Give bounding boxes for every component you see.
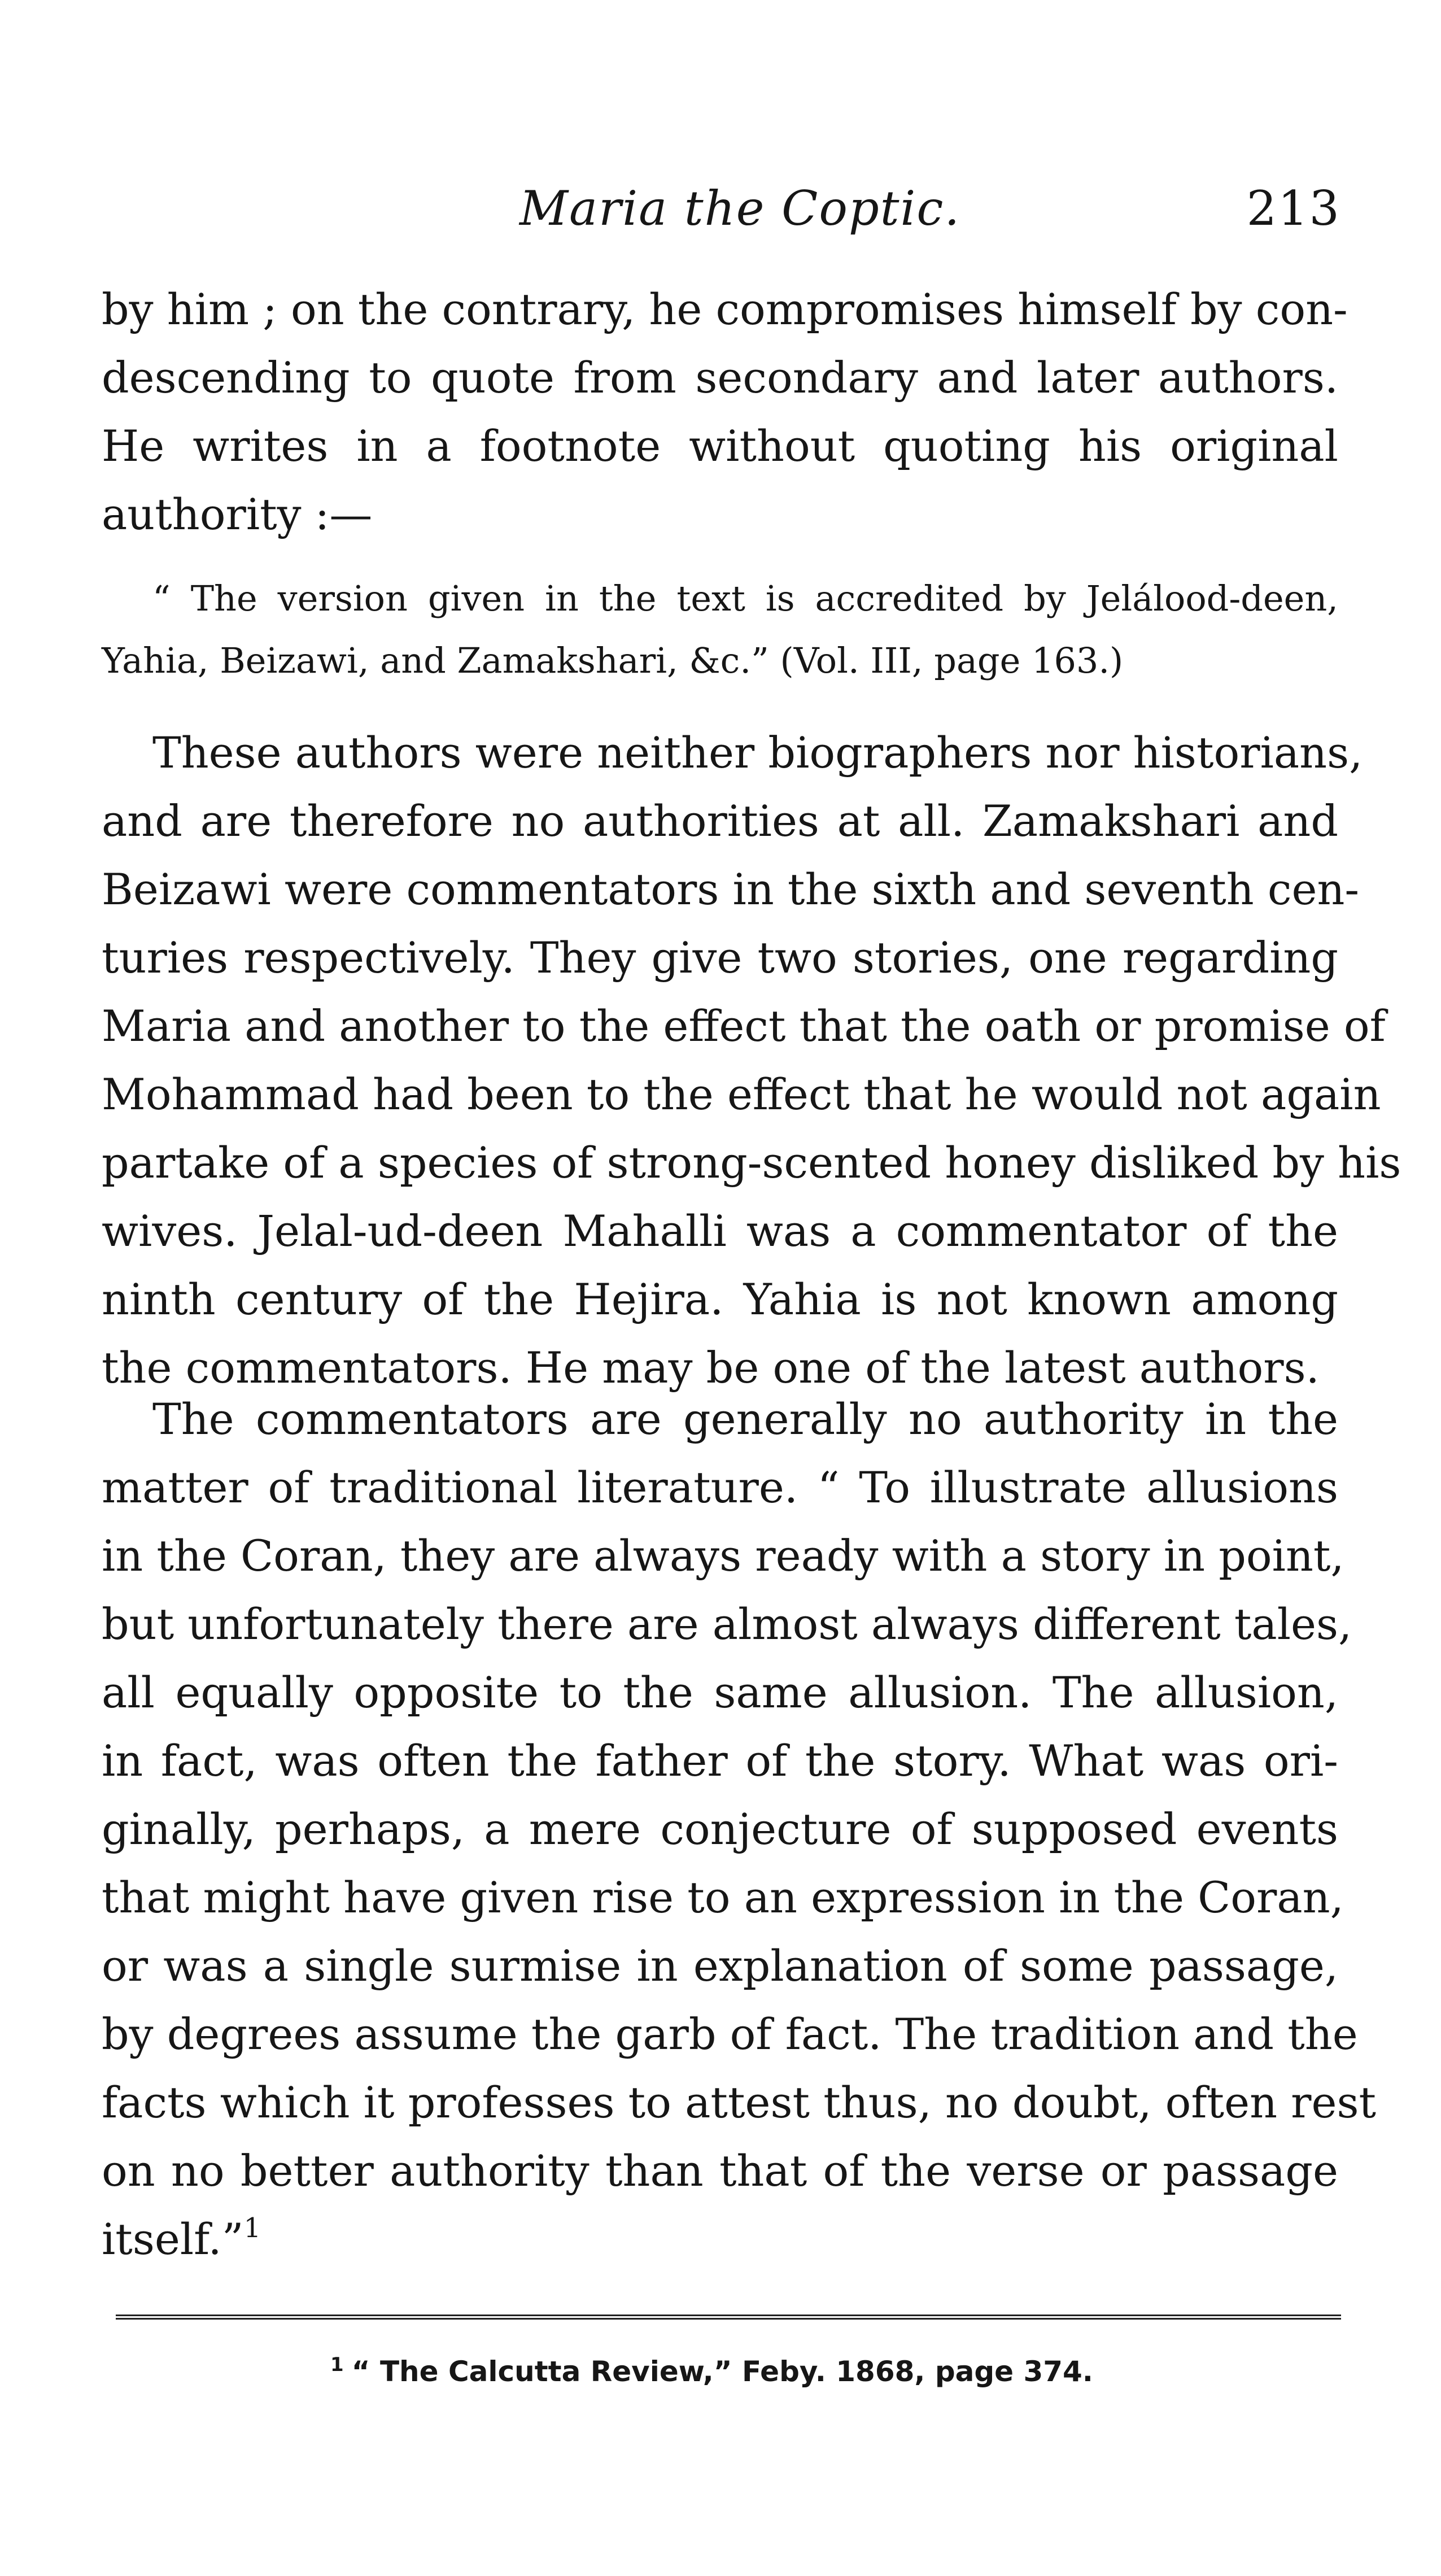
text-line: in the Coran, they are always ready with a story in point, [102, 1531, 1344, 1581]
text-line: Beizawi were commentators in the sixth and seventh cen- [102, 864, 1360, 914]
text-line: or was a single surmise in explanation of some passage, [102, 1941, 1338, 1991]
text-line-final [102, 2212, 1338, 2266]
footnote-reference: 1 [243, 2212, 261, 2244]
footnote-divider [116, 2315, 1341, 2320]
text-line: descending to quote from secondary and later authors. [102, 352, 1338, 403]
text-line: but unfortunately there are almost always different tales, [102, 1599, 1352, 1649]
text-line: authority :— [102, 489, 373, 539]
text-line: by degrees assume the garb of fact. The tradition and the [102, 2009, 1358, 2059]
final-line-text: itself.” [102, 2214, 244, 2264]
text-line: These authors were neither biographers nor historians, [152, 727, 1363, 778]
text-line: wives. Jelal-ud-deen Mahalli was a commentator of the [102, 1206, 1338, 1256]
running-title: Maria the Coptic. [519, 181, 961, 236]
quote-line: “ The version given in the text is accredited by Jelálood-deen, [152, 578, 1338, 619]
text-line: Maria and another to the effect that the oath or promise of [102, 1001, 1386, 1051]
text-line: and are therefore no authorities at all. Zamakshari and [102, 796, 1338, 846]
text-line: He writes in a footnote without quoting his original [102, 421, 1338, 471]
text-line: partake of a species of strong-scented honey disliked by his [102, 1137, 1401, 1188]
footnote-marker: 1 [330, 2353, 344, 2376]
text-line: turies respectively. They give two stories, one regarding [102, 932, 1338, 983]
page-number: 213 [1246, 181, 1340, 236]
quote-line: Yahia, Beizawi, and Zamakshari, &c.” (Vol. III, page 163.) [102, 640, 1124, 681]
text-line: The commentators are generally no authority in the [152, 1394, 1338, 1444]
text-line: by him ; on the contrary, he compromises himself by con- [102, 284, 1348, 334]
text-line: matter of traditional literature. “ To illustrate allusions [102, 1462, 1338, 1513]
text-line: ginally, perhaps, a mere conjecture of supposed events [102, 1804, 1338, 1854]
footnote-text: “ The Calcutta Review,” Feby. 1868, page 374. [351, 2355, 1093, 2388]
text-line: all equally opposite to the same allusion. The allusion, [102, 1667, 1338, 1718]
footnote [330, 2355, 1093, 2388]
text-line: that might have given rise to an expression in the Coran, [102, 1872, 1344, 1923]
text-line: ninth century of the Hejira. Yahia is not known among [102, 1274, 1338, 1324]
text-line: on no better authority than that of the verse or passage [102, 2146, 1338, 2196]
text-line: Mohammad had been to the effect that he would not again [102, 1069, 1381, 1119]
text-line: facts which it professes to attest thus, no doubt, often rest [102, 2077, 1377, 2128]
text-line: the commentators. He may be one of the latest authors. [102, 1343, 1320, 1393]
text-line: in fact, was often the father of the story. What was ori- [102, 1736, 1338, 1786]
